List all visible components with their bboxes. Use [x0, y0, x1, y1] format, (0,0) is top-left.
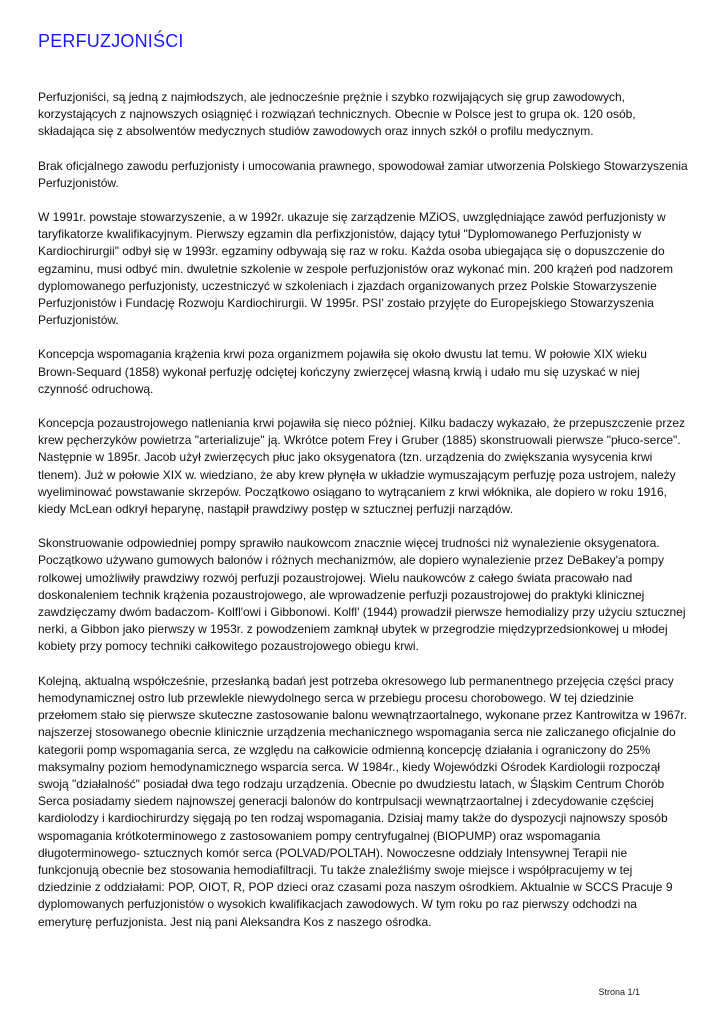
article-body: [38, 89, 688, 948]
page-number: Strona 1/1: [598, 987, 640, 997]
paragraph-history-association: W 1991r. powstaje stowarzyszenie, a w 1992r. ukazuje się zarządzenie MZiOS, uwzględniające zawód perfuzjonisty w taryfikatorze kwalifikacyjnym. Pierwszy egzamin dla perfixzjonistów, dający tytuł "Dyplomowanego Perfuzjonisty w Kardiochirurgii" odbył się w 1993r. egzaminy odbywają się raz w roku. Każda osoba ubiegająca się o dopuszczenie do egzaminu, musi odbyć min. dwuletnie szkolenie w zespole perfuzjonistów oraz wykonać min. 200 krążeń pod nadzorem dyplomowanego perfuzjonisty, uczestniczyć w szkoleniach i zjazdach organizowanych przez Polskie Stowarzyszenie Perfuzjonistów i Fundację Rozwoju Kardiochirurgii. W 1995r. PSI' zostało przyjęte do Europejskiego Stowarzyszenia Perfuzjonistów.: [38, 210, 673, 328]
paragraph-circulation-concept: Koncepcja wspomagania krążenia krwi poza organizmem pojawiła się około dwustu lat temu. W połowie XIX wieku Brown-Sequard (1858) wykonał perfuzję odciętej kończyny zwierzęcej własną krwią i udało mu się uzyskać w niej czynność odruchową.: [38, 347, 647, 396]
paragraph-oxygenation: Koncepcja pozaustrojowego natleniania krwi pojawiła się nieco później. Kilku badaczy wykazało, że przepuszczenie przez krew pęcherzyków powietrza "arterializuje" ją. Wkrótce potem Frey i Gruber (1885) skonstruowali pierwsze "płuco-serce". Następnie w 1895r. Jacob użył zwierzęcych płuc jako oksygenatora (tzn. urządzenia do zwiększania wysycenia krwi tlenem). Już w połowie XIX w. wiedziano, że aby krew płynęła w układzie wymuszającym perfuzję poza ustrojem, należy wyeliminować powstawanie skrzepów. Początkowo osiągano to wytrącaniem z krwi włóknika, ale dopiero w roku 1916, kiedy McLean odkrył heparynę, nastąpił prawdziwy postęp w sztucznej perfuzji narządów.: [38, 416, 686, 517]
paragraph-intro: Perfuzjoniści, są jedną z najmłodszych, ale jednocześnie prężnie i szybko rozwijających się grup zawodowych, korzystających z najnowszych osiągnięć i rozwiązań technicznych. Obecnie w Polsce jest to grupa ok. 120 osób, składająca się z absolwentów medycznych studiów zawodowych oraz innych szkół o profilu medycznym.: [38, 90, 636, 139]
paragraph-pump: Skonstruowanie odpowiedniej pompy sprawiło naukowcom znacznie więcej trudności niż wynalezienie oksygenatora. Początkowo używano gumowych balonów i różnych mechanizmów, ale dopiero wynalezienie przez DeBakey'a pompy rolkowej umożliwiły prawdziwy rozwój perfuzji pozaustrojowej. Wielu naukowców z całego świata pracowało nad doskonaleniem technik krążenia pozaustrojowego, ale wprowadzenie perfuzji pozaustrojowej do praktyki klinicznej zawdzięczamy dwóm badaczom- Kolfl'owi i Gibbonowi. Kolfl' (1944) prowadził pierwsze hemodializy przy użyciu sztucznej nerki, a Gibbon jako pierwszy w 1953r. z powodzeniem zamknął ubytek w przegrodzie międzyprzedsionkowej u młodej kobiety przy pomocy techniki całkowitego pozaustrojowego obiegu krwi.: [38, 536, 686, 654]
paragraph-modern-support: Kolejną, aktualną współcześnie, przesłanką badań jest potrzeba okresowego lub permanentnego przejęcia części pracy hemodynamicznej ostro lub przewlekle niewydolnego serca w przebiegu procesu chorobowego. W tej dziedzinie przełomem stało się pierwsze skuteczne zastosowanie balonu wewnątrzaortalnego, wykonane przez Kantrowitza w 1967r. najszerzej stosowanego obecnie klinicznie urządzenia mechanicznego wspomagania serca nie zaliczanego oficjalnie do kategorii pomp wspomagania serca, ze względu na całkowicie odmienną koncepcję działania i ograniczony do 25% maksymalny poziom hemodynamicznego wsparcia serca. W 1984r., kiedy Wojewódzki Ośrodek Kardiologii rozpoczął swoją "działalność" posiadał dwa tego rodzaju urządzenia. Obecnie po dwudziestu latach, w Śląskim Centrum Chorób Serca posiadamy siedem najnowszej generacji balonów do kontrpulsacji wewnątrzaortalnej i zdecydowanie częściej kardiolodzy i kardiochirurdzy sięgają po ten rodzaj wspomagania. Dzisiaj mamy także do dyspozycji najnowszy sposób wspomagania krótkoterminowego z zastosowaniem pompy centryfugalnej (BIOPUMP) oraz wspomagania długoterminowego- sztucznych komór serca (POLVAD/POLTAH). Nowoczesne oddziały Intensywnej Terapii nie funkcjonują obecnie bez stosowania hemodiafiltracji. Tu także znaleźliśmy swoje miejsce i współpracujemy w tej dziedzinie z oddziałami: POP, OIOT, R, POP dzieci oraz czasami poza naszym ośrodkiem. Aktualnie w SCCS Pracuje 9 dyplomowanych perfuzjonistów o wysokich kwalifikacjach zawodowych. W tym roku po raz pierwszy odchodzi na emeryturę perfuzjonista. Jest nią pani Aleksandra Kos z naszego ośrodka.: [38, 673, 688, 929]
page-title: PERFUZJONIŚCI: [38, 31, 184, 51]
paragraph-association-need: Brak oficjalnego zawodu perfuzjonisty i umocowania prawnego, spowodował zamiar utworzenia Polskiego Stowarzyszenia Perfuzjonistów.: [38, 158, 688, 190]
